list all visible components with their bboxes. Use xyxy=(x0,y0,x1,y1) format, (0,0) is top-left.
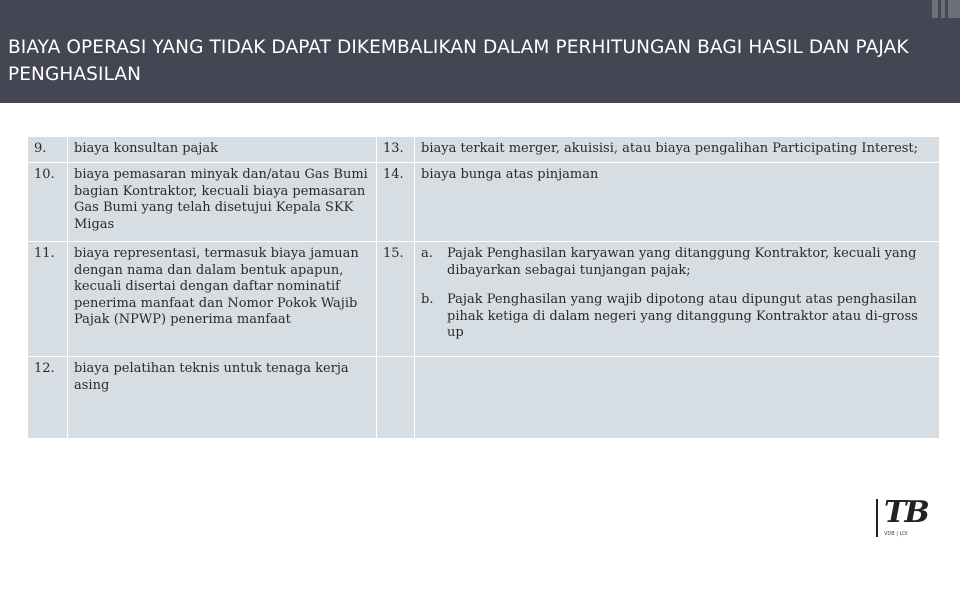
sub-item xyxy=(421,246,935,279)
item-number: 10. xyxy=(28,163,68,242)
item-text: biaya terkait merger, akuisisi, atau biaya pengalihan Participating Interest; xyxy=(415,137,940,163)
item-sublist xyxy=(415,242,940,357)
sub-item-letter: a. xyxy=(421,246,433,261)
sub-item-letter: b. xyxy=(421,292,434,307)
logo-divider xyxy=(876,499,878,537)
table-row xyxy=(28,357,940,439)
slide-title: BIAYA OPERASI YANG TIDAK DAPAT DIKEMBALIKAN DALAM PERHITUNGAN BAGI HASIL DAN PAJAK PENGHASILAN xyxy=(8,37,909,85)
item-number: 9. xyxy=(28,137,68,163)
item-text xyxy=(415,357,940,439)
item-text: biaya bunga atas pinjaman xyxy=(415,163,940,242)
item-text: biaya pemasaran minyak dan/atau Gas Bumi bagian Kontraktor, kecuali biaya pemasaran Gas Bumi yang telah disetujui Kepala SKK Migas xyxy=(68,163,377,242)
slide-header xyxy=(0,0,960,103)
item-number: 13. xyxy=(377,137,415,163)
item-text: biaya pelatihan teknis untuk tenaga kerja asing xyxy=(68,357,377,439)
logo-caption: VDB | LOI xyxy=(884,531,908,537)
item-number: 12. xyxy=(28,357,68,439)
corner-decoration xyxy=(932,0,960,18)
logo-mark: TB xyxy=(884,495,928,530)
table-row xyxy=(28,163,940,242)
item-number: 14. xyxy=(377,163,415,242)
item-text: biaya konsultan pajak xyxy=(68,137,377,163)
sub-item xyxy=(421,292,935,342)
sub-item-text: Pajak Penghasilan yang wajib dipotong atau dipungut atas penghasilan pihak ketiga di dalam negeri yang ditanggung Kontraktor atau di-gross up xyxy=(447,292,918,340)
table-row xyxy=(28,137,940,163)
table-row xyxy=(28,242,940,357)
item-number: 15. xyxy=(377,242,415,357)
cost-items-table xyxy=(27,136,940,439)
item-text: biaya representasi, termasuk biaya jamuan dengan nama dan dalam bentuk apapun, kecuali disertai dengan daftar nominatif penerima manfaat dan Nomor Pokok Wajib Pajak (NPWP) penerima manfaat xyxy=(68,242,377,357)
item-number xyxy=(377,357,415,439)
sub-item-text: Pajak Penghasilan karyawan yang ditanggung Kontraktor, kecuali yang dibayarkan sebagai tunjangan pajak; xyxy=(447,246,917,278)
content-table-wrapper xyxy=(27,136,939,602)
company-logo xyxy=(876,497,956,539)
item-number: 11. xyxy=(28,242,68,357)
